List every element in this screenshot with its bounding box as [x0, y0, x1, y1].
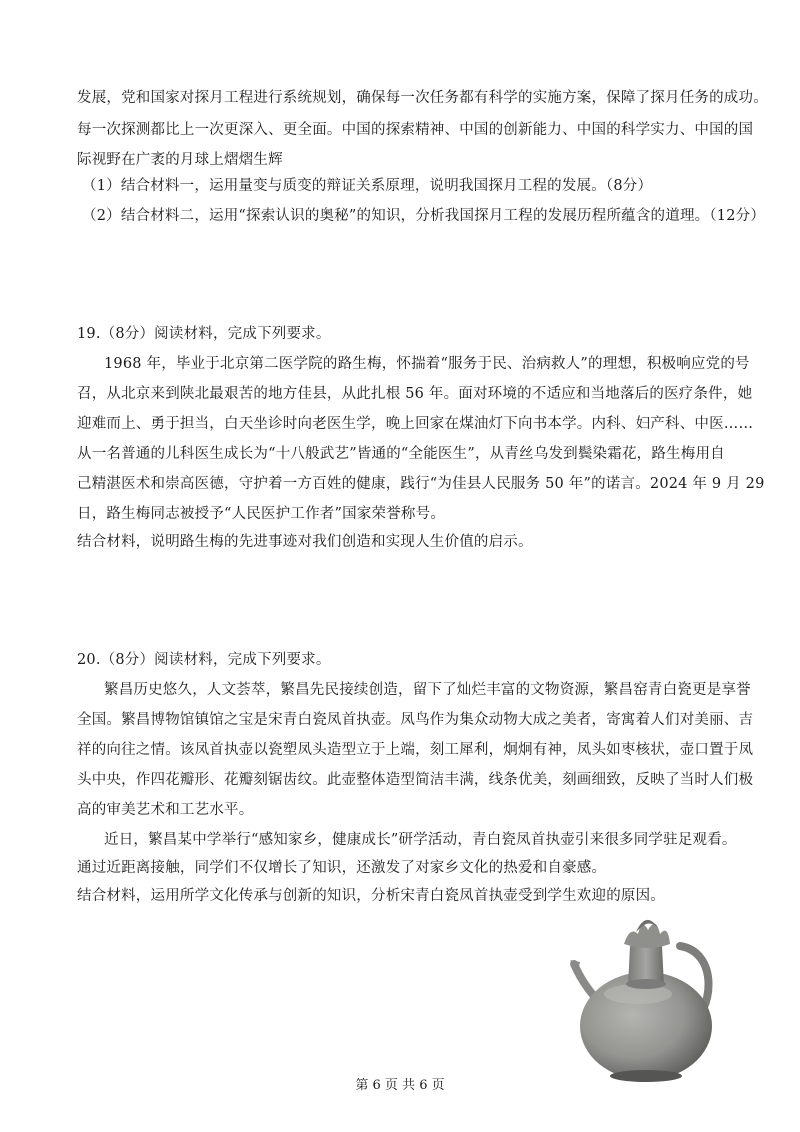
- question-19-header: 19.（8分）阅读材料，完成下列要求。: [77, 326, 331, 342]
- question-18-part-2: （2）结合材料二，运用“探索认识的奥秘”的知识，分析我国探月工程的发展历程所蕴含的道理。（12分）: [82, 208, 766, 224]
- question-20-prompt: 结合材料，运用所学文化传承与创新的知识，分析宋青白瓷凤首执壶受到学生欢迎的原因。: [77, 888, 665, 904]
- material-line: 通过近距离接触，同学们不仅增长了知识，还激发了对家乡文化的热爱和自豪感。: [77, 860, 607, 876]
- material-line: 祥的向往之情。该凤首执壶以瓷塑凤头造型立于上端，刻工犀利，炯炯有神，凤头如枣核状，壶口置于凤: [77, 742, 754, 758]
- material-line: 近日，繁昌某中学举行“感知家乡，健康成长”研学活动，青白瓷凤首执壶引来很多同学驻足观看。: [104, 832, 737, 848]
- question-19-prompt: 结合材料，说明路生梅的先进事迹对我们创造和实现人生价值的启示。: [77, 534, 533, 550]
- paragraph-line: 发展，党和国家对探月工程进行系统规划，确保每一次任务都有科学的实施方案，保障了探月任务的成功。: [77, 90, 768, 106]
- material-line: 繁昌历史悠久，人文荟萃，繁昌先民接续创造，留下了灿烂丰富的文物资源，繁昌窑青白瓷更是享誉: [104, 682, 751, 698]
- material-line: 从一名普通的儿科医生成长为“十八般武艺”皆通的“全能医生”，从青丝乌发到鬓染霜花，路生梅用自: [77, 446, 725, 462]
- material-line: 全国。繁昌博物馆镇馆之宝是宋青白瓷凤首执壶。凤鸟作为集众动物大成之美者，寄寓着人们对美丽、吉: [77, 712, 754, 728]
- phoenix-head-ewer-image: [568, 912, 728, 1084]
- page-number-footer: 第 6 页 共 6 页: [355, 1078, 445, 1093]
- question-18-part-1: （1）结合材料一，运用量变与质变的辩证关系原理，说明我国探月工程的发展。（8分）: [82, 178, 653, 194]
- material-line: 召，从北京来到陕北最艰苦的地方佳县，从此扎根 56 年。面对环境的不适应和当地落后的医疗条件，她: [77, 386, 753, 402]
- material-line: 迎难而上、勇于担当，白天坐诊时向老医生学，晚上回家在煤油灯下向书本学。内科、妇产科、中医……: [77, 416, 754, 432]
- question-20-header: 20.（8分）阅读材料，完成下列要求。: [77, 652, 331, 668]
- material-line: 日，路生梅同志被授予“人民医护工作者”国家荣誉称号。: [77, 506, 446, 522]
- paragraph-line: 每一次探测都比上一次更深入、更全面。中国的探索精神、中国的创新能力、中国的科学实力、中国的国: [77, 122, 754, 138]
- material-line: 己精湛医术和崇高医德，守护着一方百姓的健康，践行“为佳县人民服务 50 年”的诺言。2024 年 9 月 29: [77, 476, 765, 492]
- material-line: 高的审美艺术和工艺水平。: [77, 802, 254, 818]
- material-line: 1968 年，毕业于北京第二医学院的路生梅，怀揣着“服务于民、治病救人”的理想，积极响应党的号: [104, 356, 750, 372]
- material-line: 头中央，作四花瓣形、花瓣刻锯齿纹。此壶整体造型简洁丰满，线条优美，刻画细致，反映了当时人们极: [77, 772, 754, 788]
- paragraph-line: 际视野在广袤的月球上熠熠生辉: [77, 152, 283, 168]
